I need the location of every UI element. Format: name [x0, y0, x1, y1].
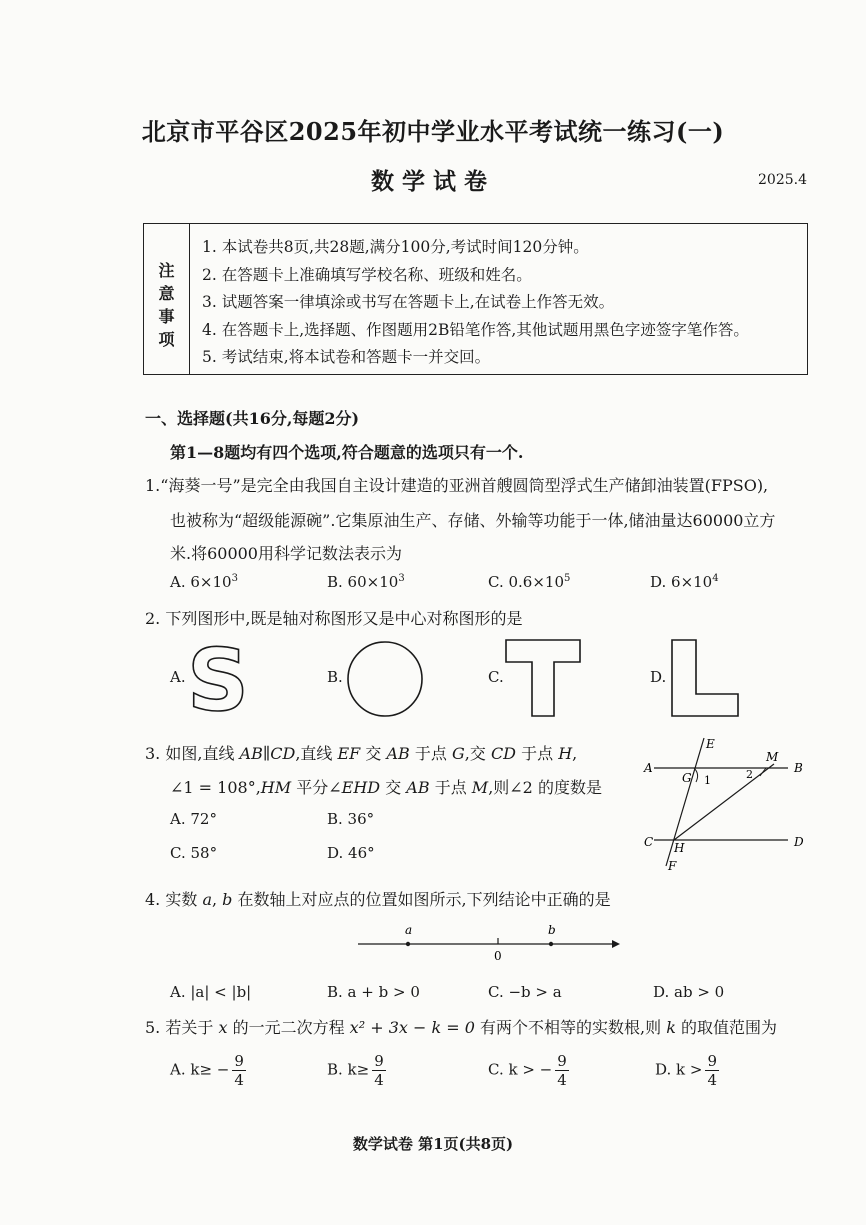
q5-text: 5. 若关于 x 的一元二次方程 x² + 3x − k = 0 有两个不相等的实数根,则 k 的取值范围为: [145, 1018, 777, 1037]
q3-fig-label-c: C: [644, 835, 654, 849]
q5-option-b: B. k≥ $\frac{9}{4}$: [327, 1052, 384, 1089]
q3-figure: [636, 728, 816, 878]
q5-option-c: C. k > − $\frac{9}{4}$: [488, 1052, 567, 1089]
page-footer: 数学试卷 第1页(共8页): [352, 1135, 514, 1153]
q3-option-a: A. 72°: [170, 810, 217, 828]
q3-option-d: D. 46°: [327, 844, 375, 862]
q3-line-2: ∠1 = 108°,HM 平分∠EHD 交 AB 于点 M,则∠2 的度数是: [170, 778, 602, 797]
q5-option-d: D. k > $\frac{9}{4}$: [655, 1052, 718, 1089]
exam-date: 2025.4: [758, 172, 807, 188]
notice-box: [143, 223, 808, 375]
notice-label-char: 注: [158, 261, 175, 280]
q4-option-c: C. −b > a: [488, 983, 562, 1001]
q2-option-d-label: D.: [650, 668, 667, 686]
q1-option-b: B. $60\times 10^3$: [327, 573, 405, 591]
q4-axis-label-a: a: [405, 923, 413, 937]
q1-line-3: 米.将60000用科学记数法表示为: [170, 544, 402, 563]
notice-label: [144, 224, 190, 374]
q4-axis-label-zero: 0: [494, 949, 502, 963]
q3-fig-label-a: A: [644, 761, 653, 775]
q3-fig-label-g: G: [682, 771, 692, 785]
notice-item: 5. 考试结束,将本试卷和答题卡一并交回。: [202, 348, 491, 366]
q3-option-c: C. 58°: [170, 844, 218, 862]
notice-label-char: 意: [158, 284, 175, 303]
q4-option-d: D. ab > 0: [653, 983, 725, 1001]
q1-option-a: A. $6\times 10^3$: [170, 573, 238, 591]
q1-option-c: C. $0.6\times 10^5$: [488, 573, 571, 591]
notice-item: 4. 在答题卡上,选择题、作图题用2B铅笔作答,其他试题用黑色字迹签字笔作答。: [202, 320, 749, 339]
notice-item: 1. 本试卷共8页,共28题,满分100分,考试时间120分钟。: [202, 238, 589, 256]
q3-option-b: B. 36°: [327, 810, 375, 828]
section-heading: 一、选择题(共16分,每题2分): [145, 409, 360, 428]
q2-shape-l: [670, 638, 740, 718]
section-instruction: 第1—8题均有四个选项,符合题意的选项只有一个.: [170, 443, 524, 462]
notice-label-char: 项: [158, 330, 175, 349]
q2-shape-circle: [344, 638, 426, 720]
exam-subtitle: 数学试卷: [371, 168, 495, 195]
q2-shape-s: [186, 638, 250, 718]
q2-text: 2. 下列图形中,既是轴对称图形又是中心对称图形的是: [145, 609, 523, 628]
q5-option-a: A. k≥ − $\frac{9}{4}$: [170, 1052, 244, 1089]
q3-fig-label-d: D: [794, 835, 804, 849]
q3-fig-angle-2: 2: [746, 768, 753, 781]
q2-option-a-label: A.: [170, 668, 186, 686]
q1-line-1: 1.“海葵一号”是完全由我国自主设计建造的亚洲首艘圆筒型浮式生产储卸油装置(FPSO),: [145, 476, 769, 495]
q4-option-b: B. a + b > 0: [327, 983, 420, 1001]
q2-option-c-label: C.: [488, 668, 504, 686]
q3-line-1: 3. 如图,直线 AB∥CD,直线 EF 交 AB 于点 G,交 CD 于点 H,: [145, 744, 578, 763]
notice-item: 2. 在答题卡上准确填写学校名称、班级和姓名。: [202, 265, 532, 284]
notice-item: 3. 试题答案一律填涂或书写在答题卡上,在试卷上作答无效。: [202, 293, 615, 311]
q4-text: 4. 实数 a, b 在数轴上对应点的位置如图所示,下列结论中正确的是: [145, 890, 611, 909]
notice-label-char: 事: [158, 307, 175, 326]
q3-fig-label-m: M: [766, 750, 779, 764]
q3-fig-angle-1: 1: [704, 774, 711, 787]
q3-fig-label-f: F: [668, 859, 677, 873]
q4-axis-label-b: b: [548, 923, 556, 937]
q3-fig-label-e: E: [706, 737, 715, 751]
q4-number-line: [354, 920, 624, 968]
q3-fig-label-b: B: [794, 761, 803, 775]
notice-list: [202, 234, 749, 372]
exam-title: 北京市平谷区2025年初中学业水平考试统一练习(一): [141, 117, 725, 146]
q3-fig-label-h: H: [674, 841, 685, 855]
q2-shape-t: [504, 638, 582, 718]
q1-option-d: D. $6\times 10^4$: [650, 573, 719, 591]
q4-option-a: A. |a| < |b|: [170, 983, 252, 1001]
q2-option-b-label: B.: [327, 668, 343, 686]
q1-line-2: 也被称为“超级能源碗”.它集原油生产、存储、外输等功能于一体,储油量达60000立方: [170, 511, 776, 530]
q2-shape-s-letter: S: [187, 638, 249, 718]
